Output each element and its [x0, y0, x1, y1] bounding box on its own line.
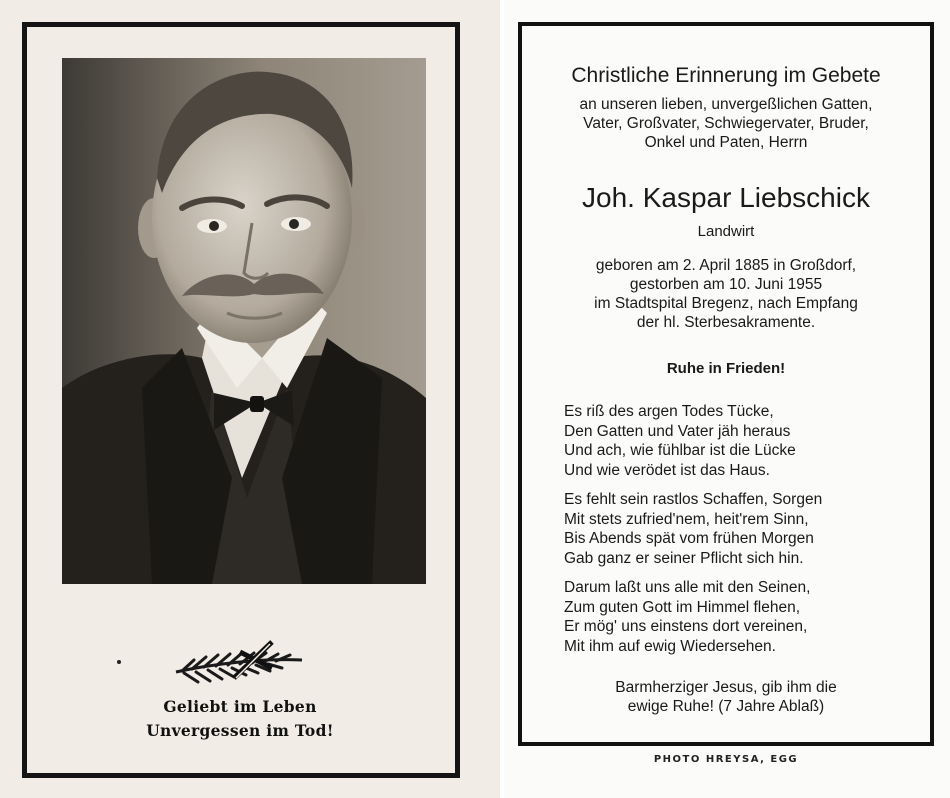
right-card — [504, 0, 950, 798]
life-dates — [518, 256, 934, 332]
intro-line: an unseren lieben, unvergeßlichen Gatten, — [579, 96, 873, 113]
small-dot — [117, 660, 121, 664]
deceased-name: Joh. Kaspar Liebschick — [582, 182, 870, 213]
date-line: der hl. Sterbesakramente. — [636, 314, 816, 331]
photo-credit: PHOTO HREYSA, EGG — [653, 754, 799, 765]
poem-line: Und ach, wie fühlbar ist die Lücke — [564, 442, 796, 459]
rest-in-peace: Ruhe in Frieden! — [666, 360, 786, 377]
poem-line: Es fehlt sein rastlos Schaffen, Sorgen — [564, 491, 823, 508]
intro-line: Onkel und Paten, Herrn — [644, 134, 808, 151]
portrait-photo — [62, 58, 426, 584]
cross-and-palm-branch-icon — [172, 638, 306, 688]
poem-stanza-1 — [564, 402, 924, 480]
poem-line: Er mög' uns einstens dort vereinen, — [564, 618, 808, 635]
poem-stanza-3 — [564, 578, 924, 656]
intro-line: Vater, Großvater, Schwiegervater, Bruder, — [583, 115, 869, 132]
poem-line: Darum laßt uns alle mit den Seinen, — [564, 579, 811, 596]
motto-line-2: Unvergessen im Tod! — [146, 721, 334, 740]
profession: Landwirt — [697, 223, 755, 240]
poem-line: Mit ihm auf ewig Wiedersehen. — [564, 637, 776, 655]
motto-line-1: Geliebt im Leben — [163, 697, 317, 716]
date-line: gestorben am 10. Juni 1955 — [629, 276, 823, 293]
date-line: geboren am 2. April 1885 in Großdorf, — [595, 257, 857, 274]
poem-line: Es riß des argen Todes Tücke, — [564, 403, 774, 420]
poem-line: Zum guten Gott im Himmel flehen, — [564, 598, 801, 616]
poem-stanza-2 — [564, 490, 924, 568]
poem-line: Den Gatten und Vater jäh heraus — [564, 422, 791, 440]
poem-line: Und wie verödet ist das Haus. — [564, 461, 770, 479]
poem-line: Bis Abends spät vom frühen Morgen — [564, 530, 814, 547]
closing-prayer — [518, 678, 934, 716]
portrait-illustration — [62, 58, 426, 584]
memorial-heading: Christliche Erinnerung im Gebete — [571, 64, 881, 87]
prayer-line: Barmherziger Jesus, gib ihm die — [615, 679, 837, 696]
poem-line: Mit stets zufried'nem, heit'rem Sinn, — [564, 510, 809, 528]
date-line: im Stadtspital Bregenz, nach Empfang — [594, 295, 858, 312]
prayer-line: ewige Ruhe! (7 Jahre Ablaß) — [627, 698, 825, 715]
intro-text — [518, 95, 934, 152]
poem-line: Gab ganz er seiner Pflicht sich hin. — [564, 549, 804, 567]
